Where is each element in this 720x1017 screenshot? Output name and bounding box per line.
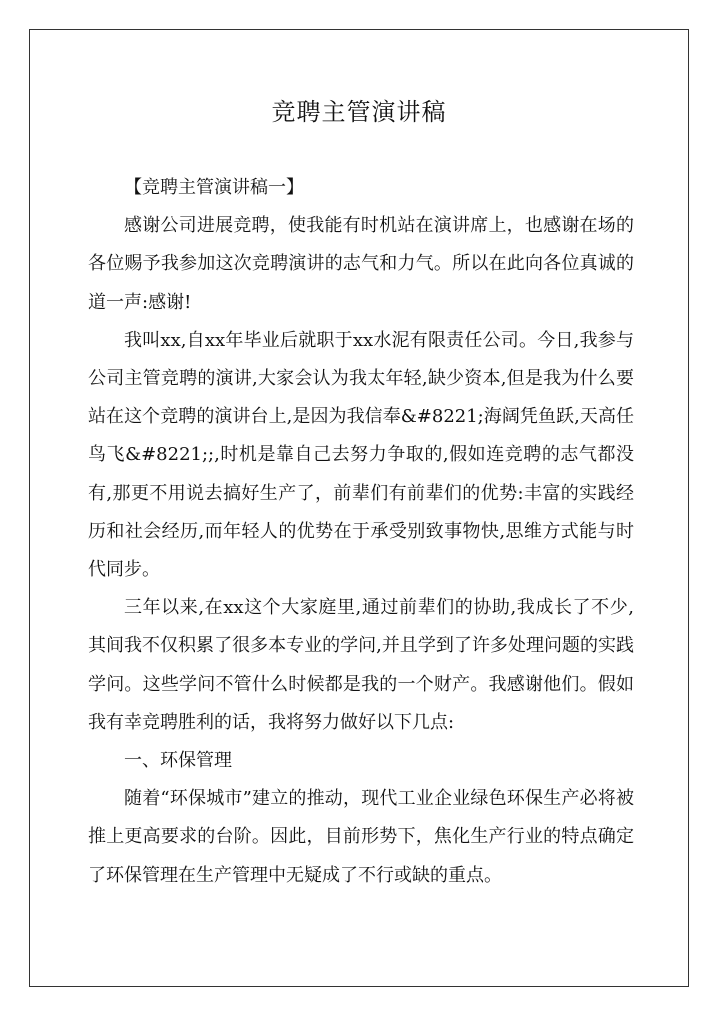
document-body [88,169,634,895]
section-heading: 【竞聘主管演讲稿一】 [124,177,304,198]
paragraph: 随着“环保城市”建立的推动，现代工业企业绿色环保生产必将被推上更高要求的台阶。因此，目前形势下，焦化生产行业的特点确定了环保管理在生产管理中无疑成了不行或缺的重点。 [88,788,634,886]
document-title: 竞聘主管演讲稿 [271,98,447,126]
paragraph: 我叫xx,自xx年毕业后就职于xx水泥有限责任公司。今日,我参与公司主管竞聘的演讲,大家会认为我太年轻,缺少资本,但是我为什么要站在这个竞聘的演讲台上,是因为我信奉&#8221;海阔凭鱼跃,天高任鸟飞&#8221;;,时机是靠自己去努力争取的,假如连竞聘的志气都没有,那更不用说去搞好生产了，前辈们有前辈们的优势:丰富的实践经历和社会经历,而年轻人的优势在于承受别致事物快,思维方式能与时代同步。 [88,329,634,581]
document-page [29,29,689,987]
paragraph: 感谢公司进展竞聘，使我能有时机站在演讲席上，也感谢在场的各位赐予我参加这次竞聘演讲的志气和力气。所以在此向各位真诚的道一声:感谢! [88,215,634,313]
paragraph: 三年以来,在xx这个大家庭里,通过前辈们的协助,我成长了不少,其间我不仅积累了很多本专业的学问,并且学到了许多处理问题的实践学问。这些学问不管什么时候都是我的一个财产。我感谢他们。假如我有幸竞聘胜利的话，我将努力做好以下几点: [88,597,634,733]
subheading: 一、环保管理 [124,750,232,772]
